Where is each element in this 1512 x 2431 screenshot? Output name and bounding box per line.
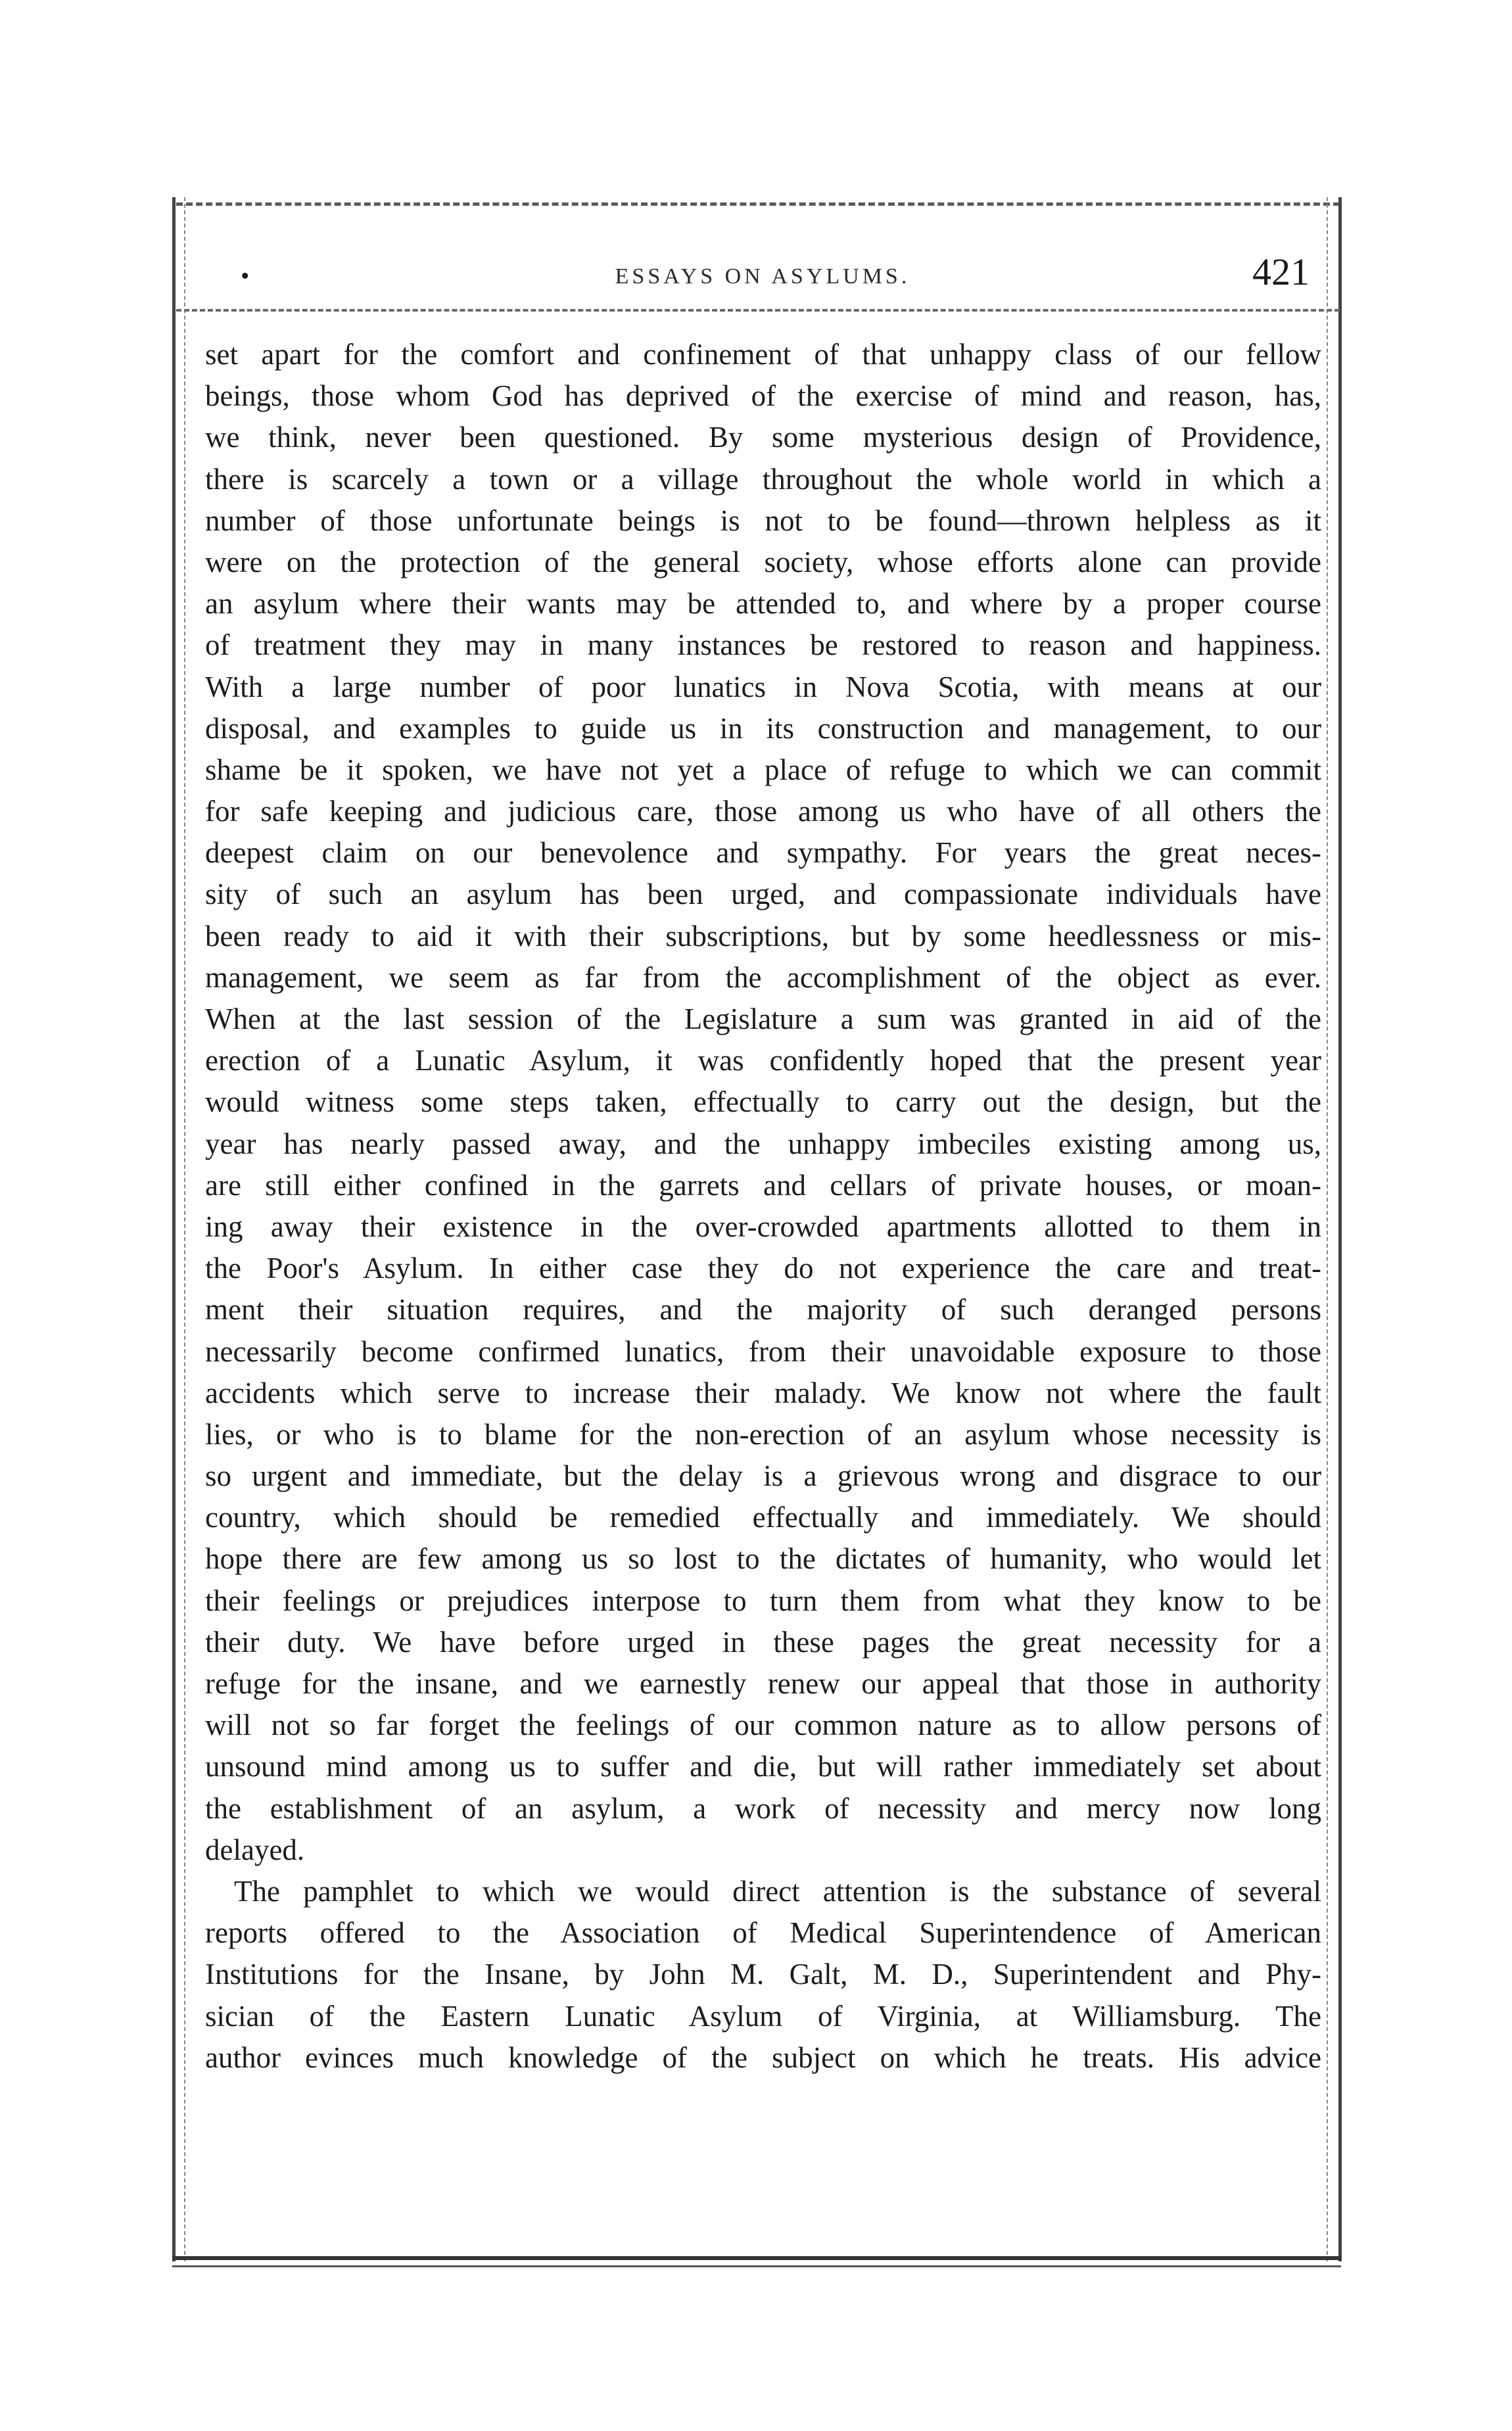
body-text (205, 334, 1321, 2079)
header-bullet: • (241, 262, 250, 290)
text-line: there is scarcely a town or a village throughout the whole world in which a (205, 462, 1321, 496)
text-line: management, we seem as far from the accomplishment of the object as ever. (205, 960, 1321, 994)
left-frame-rule (172, 197, 176, 2261)
bottom-rule (172, 2256, 1341, 2260)
text-line: sity of such an asylum has been urged, and compassionate individuals have (205, 878, 1321, 911)
text-line: would witness some steps taken, effectually to carry out the design, but the (205, 1085, 1321, 1119)
text-line: lies, or who is to blame for the non-erection of an asylum whose necessity is (205, 1417, 1321, 1451)
text-line: With a large number of poor lunatics in Nova Scotia, with means at our (205, 670, 1321, 703)
text-line: erection of a Lunatic Asylum, it was confidently hoped that the present year (205, 1044, 1321, 1077)
text-line: of treatment they may in many instances be restored to reason and happiness. (205, 628, 1321, 662)
text-line: disposal, and examples to guide us in its construction and management, to our (205, 711, 1321, 745)
page-header (197, 250, 1328, 296)
text-line: so urgent and immediate, but the delay is a grievous wrong and disgrace to our (205, 1459, 1321, 1493)
text-line: When at the last session of the Legislature a sum was granted in aid of the (205, 1003, 1321, 1035)
text-line: been ready to aid it with their subscriptions, but by some heedlessness or mis- (205, 919, 1321, 953)
text-line: sician of the Eastern Lunatic Asylum of Virginia, at Williamsburg. The (205, 1999, 1321, 2033)
text-line: ing away their existence in the over-crowded apartments allotted to them in (205, 1210, 1321, 1243)
text-line: author evinces much knowledge of the subject on which he treats. His advice (205, 2041, 1321, 2074)
text-line: The pamphlet to which we would direct attention is the substance of several (234, 1874, 1321, 1908)
text-line: country, which should be remedied effectually and immediately. We should (205, 1501, 1321, 1534)
text-line: hope there are few among us so lost to the dictates of humanity, who would let (205, 1542, 1321, 1576)
text-line: are still either confined in the garrets and cellars of private houses, or moan- (205, 1168, 1321, 1202)
text-line: year has nearly passed away, and the unhappy imbeciles existing among us, (205, 1127, 1321, 1160)
header-rule (176, 309, 1340, 312)
text-line: shame be it spoken, we have not yet a place of refuge to which we can commit (205, 753, 1321, 786)
text-line: set apart for the comfort and confinement of that unhappy class of our fellow (205, 338, 1321, 371)
right-frame-rule (1338, 197, 1342, 2261)
running-head: ESSAYS ON ASYLUMS. (615, 264, 910, 289)
page-number: 421 (1252, 250, 1310, 293)
text-line: refuge for the insane, and we earnestly renew our appeal that those in authority (205, 1667, 1321, 1700)
text-line: delayed. (205, 1833, 305, 1866)
paragraph-2 (205, 1871, 1321, 2079)
text-line: the establishment of an asylum, a work of necessity and mercy now long (205, 1791, 1321, 1825)
text-line: accidents which serve to increase their malady. We know not where the fault (205, 1376, 1321, 1409)
text-line: their duty. We have before urged in these pages the great necessity for a (205, 1625, 1321, 1659)
text-line: were on the protection of the general society, whose efforts alone can provide (205, 545, 1321, 578)
right-inner-rule (1327, 197, 1328, 2261)
text-line: the Poor's Asylum. In either case they do not experience the care and treat- (205, 1252, 1321, 1285)
text-line: will not so far forget the feelings of our common nature as to allow persons of (205, 1709, 1321, 1742)
top-rule (176, 202, 1340, 206)
paragraph-1 (205, 334, 1321, 1871)
text-line: an asylum where their wants may be attended to, and where by a proper course (205, 587, 1321, 621)
bottom-rule-secondary (172, 2265, 1341, 2267)
left-inner-rule (184, 197, 185, 2261)
text-line: Institutions for the Insane, by John M. Galt, M. D., Superintendent and Phy- (205, 1958, 1321, 1991)
text-line: unsound mind among us to suffer and die, but will rather immediately set about (205, 1750, 1321, 1783)
text-line: ment their situation requires, and the majority of such deranged persons (205, 1293, 1321, 1327)
text-line: necessarily become confirmed lunatics, from their unavoidable exposure to those (205, 1334, 1321, 1368)
text-line: their feelings or prejudices interpose to turn them from what they know to be (205, 1584, 1321, 1617)
text-line: number of those unfortunate beings is not to be found—thrown helpless as it (205, 504, 1321, 537)
text-line: deepest claim on our benevolence and sympathy. For years the great neces- (205, 836, 1321, 870)
text-line: reports offered to the Association of Medical Superintendence of American (205, 1916, 1321, 1950)
text-line: beings, those whom God has deprived of the exercise of mind and reason, has, (205, 379, 1321, 413)
text-line: for safe keeping and judicious care, those among us who have of all others the (205, 795, 1321, 828)
text-line: we think, never been questioned. By some mysterious design of Providence, (205, 421, 1321, 454)
